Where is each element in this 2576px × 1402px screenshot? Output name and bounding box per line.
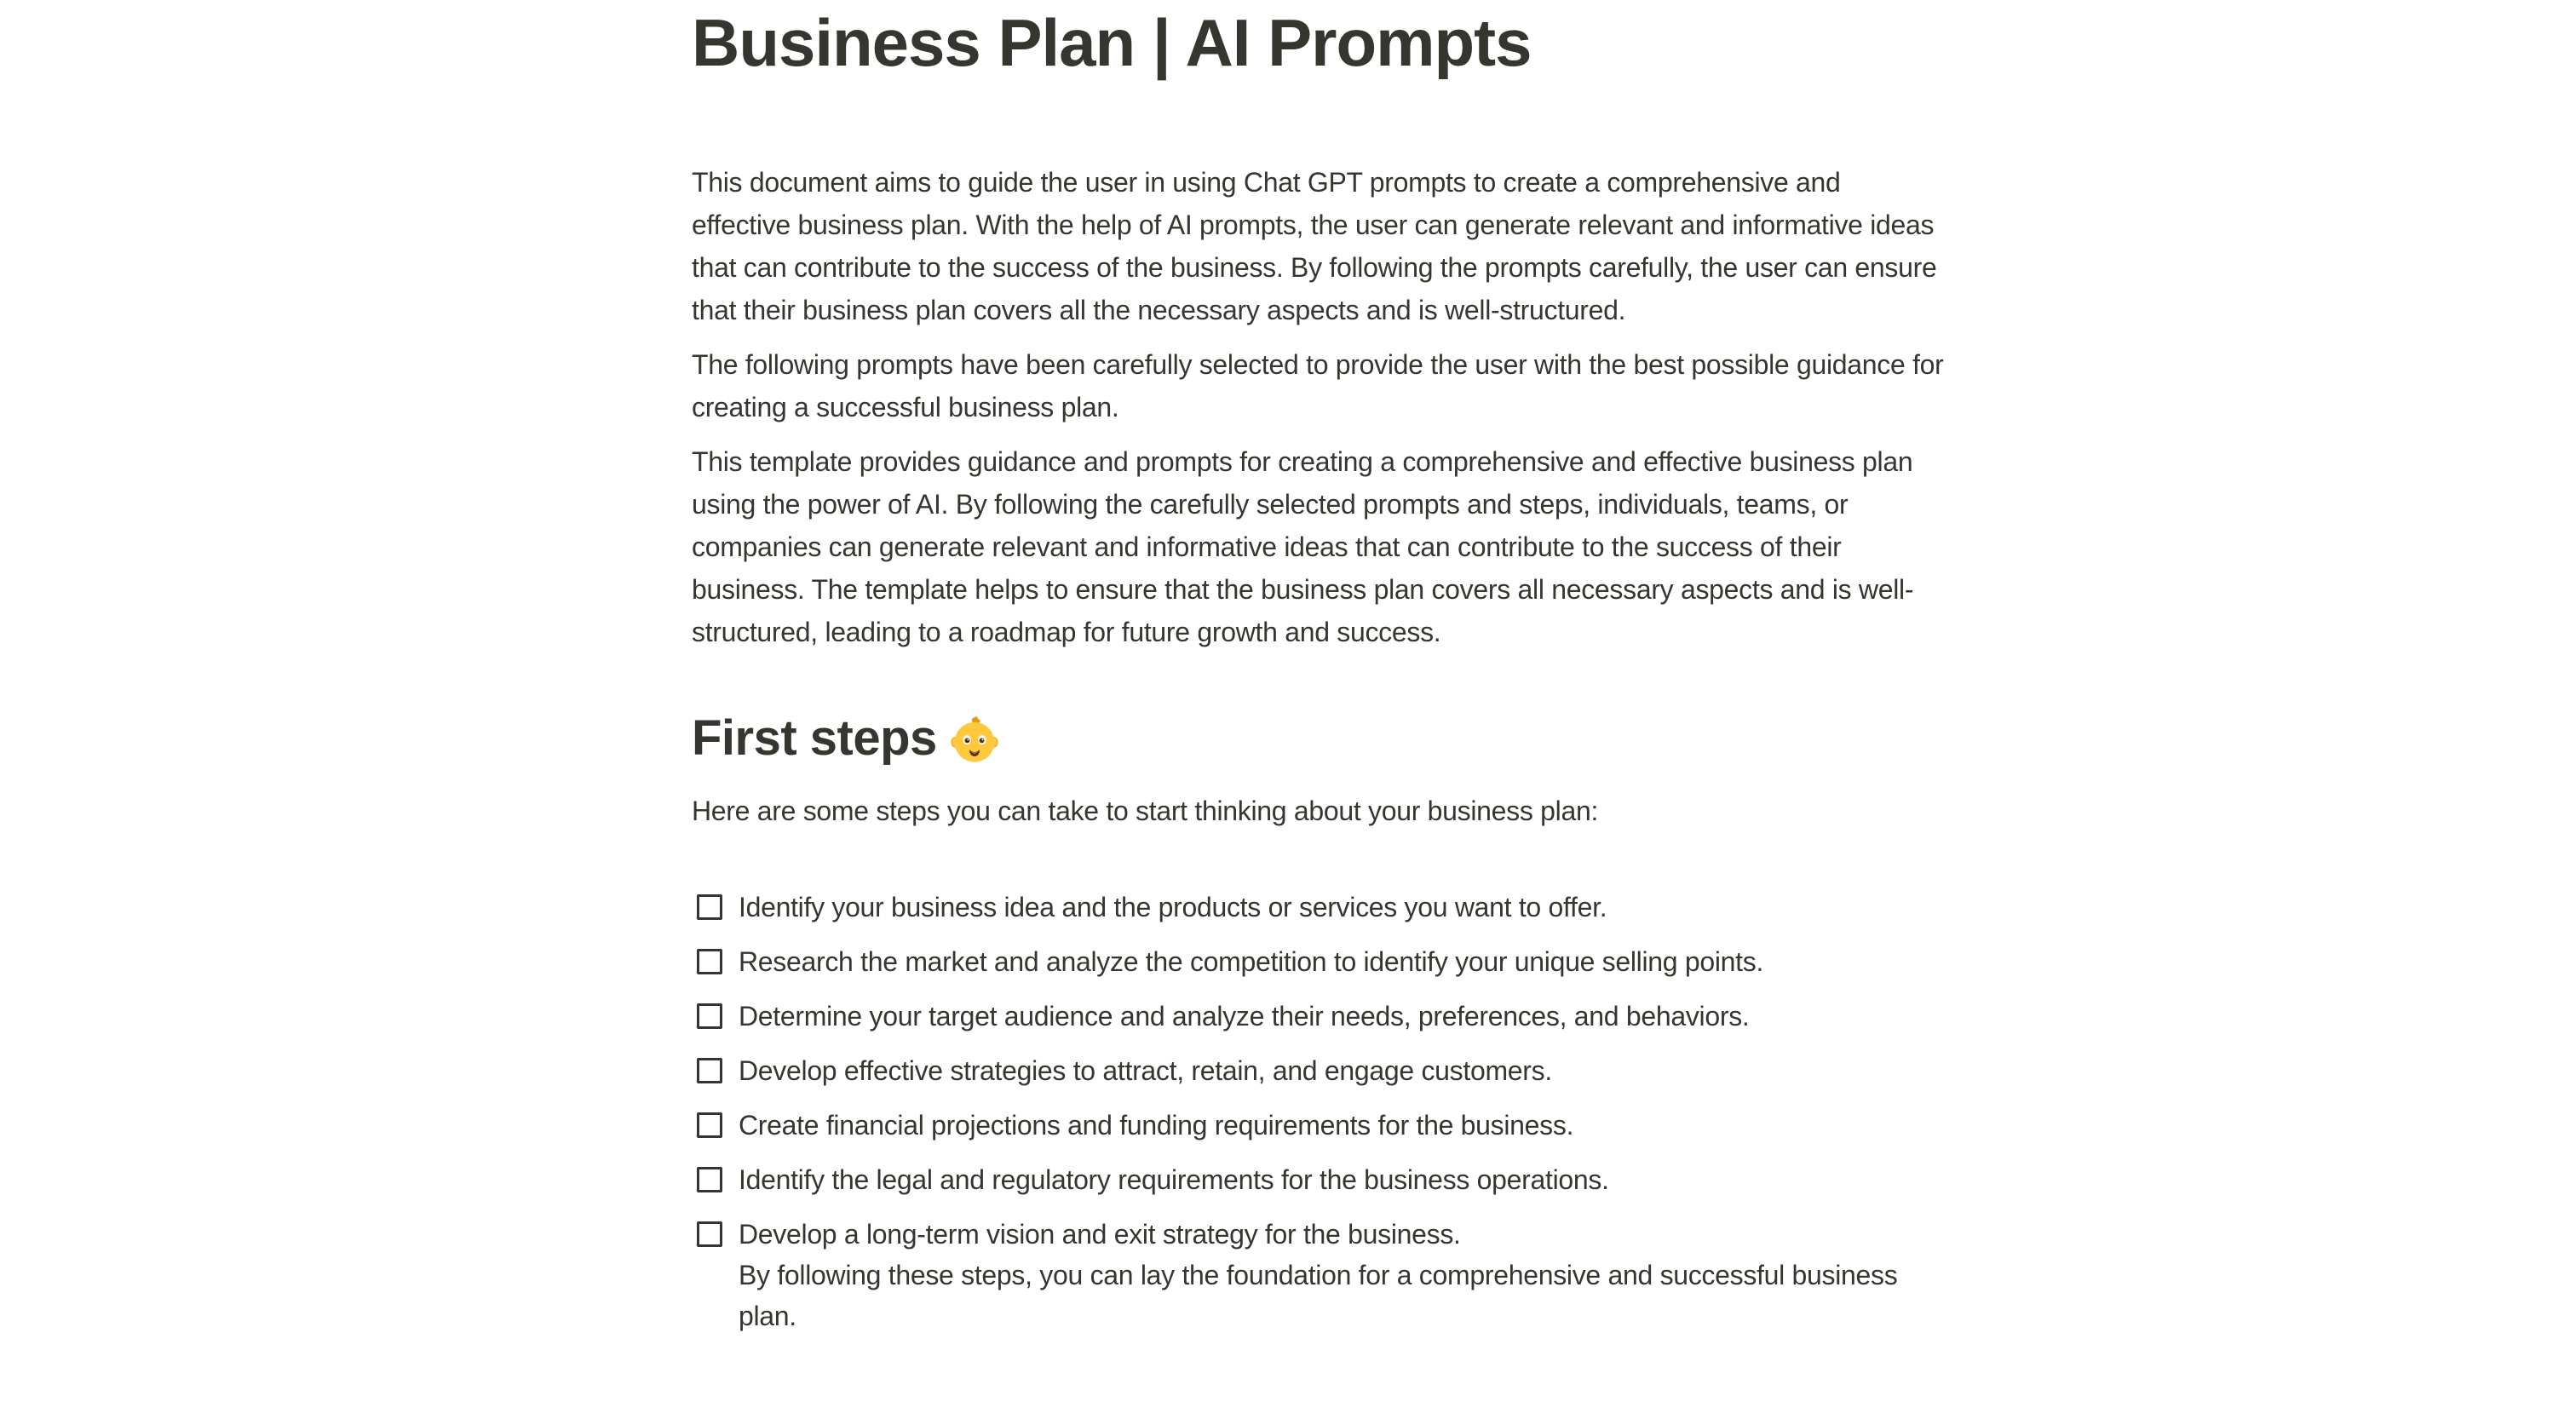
- todo-item[interactable]: [692, 887, 1944, 928]
- intro-section: [692, 161, 1944, 653]
- todo-item[interactable]: [692, 1105, 1944, 1146]
- todo-label: Develop effective strategies to attract, retain, and engage customers.: [739, 1055, 1552, 1086]
- intro-paragraph-3: This template provides guidance and prompts for creating a comprehensive and effective business plan using the power of AI. By following the carefully selected prompts and steps, individuals, teams, or companies can generate relevant and informative ideas that can contribute to the success of their business. The template helps to ensure that the business plan covers all necessary aspects and is well-structured, leading to a roadmap for future growth and success.: [692, 446, 1914, 647]
- baby-emoji: [951, 716, 998, 764]
- document-page: [692, 0, 1944, 1336]
- intro-paragraph-1: This document aims to guide the user in using Chat GPT prompts to create a comprehensive and effective business plan. With the help of AI prompts, the user can generate relevant and informative ideas that can contribute to the success of the business. By following the prompts carefully, the user can ensure that their business plan covers all the necessary aspects and is well-structured.: [692, 167, 1937, 325]
- todo-label: Research the market and analyze the competition to identify your unique selling points.: [739, 946, 1764, 977]
- section-heading-text: First steps: [692, 710, 937, 766]
- section-lead: Here are some steps you can take to start thinking about your business plan:: [692, 796, 1599, 826]
- todo-item[interactable]: [692, 1050, 1944, 1091]
- todo-label: Identify your business idea and the products or services you want to offer.: [739, 892, 1607, 922]
- todo-checkbox[interactable]: [697, 1112, 722, 1138]
- todo-checkbox[interactable]: [697, 1167, 722, 1192]
- todo-item[interactable]: [692, 1214, 1944, 1336]
- todo-checkbox[interactable]: [697, 894, 722, 920]
- todo-item[interactable]: [692, 1159, 1944, 1200]
- todo-label: Develop a long-term vision and exit strategy for the business.: [739, 1219, 1461, 1250]
- todo-label: Determine your target audience and analyze their needs, preferences, and behaviors.: [739, 1001, 1750, 1031]
- todo-label: Create financial projections and funding requirements for the business.: [739, 1110, 1574, 1141]
- todo-item[interactable]: [692, 941, 1944, 982]
- section-heading-first-steps: [692, 708, 1944, 769]
- todo-item[interactable]: [692, 996, 1944, 1037]
- todo-footnote: By following these steps, you can lay the foundation for a comprehensive and successful business plan.: [739, 1260, 1898, 1331]
- todo-checkbox[interactable]: [697, 1003, 722, 1029]
- todo-checkbox[interactable]: [697, 949, 722, 974]
- intro-paragraph-2: The following prompts have been carefully selected to provide the user with the best possible guidance for creating a successful business plan.: [692, 349, 1944, 422]
- todo-checkbox[interactable]: [697, 1221, 722, 1247]
- todo-label: Identify the legal and regulatory requirements for the business operations.: [739, 1164, 1609, 1195]
- todo-checkbox[interactable]: [697, 1058, 722, 1083]
- page-title: Business Plan | AI Prompts: [692, 5, 1532, 80]
- todo-label-group: [739, 1214, 1944, 1336]
- todo-list: [692, 887, 1944, 1336]
